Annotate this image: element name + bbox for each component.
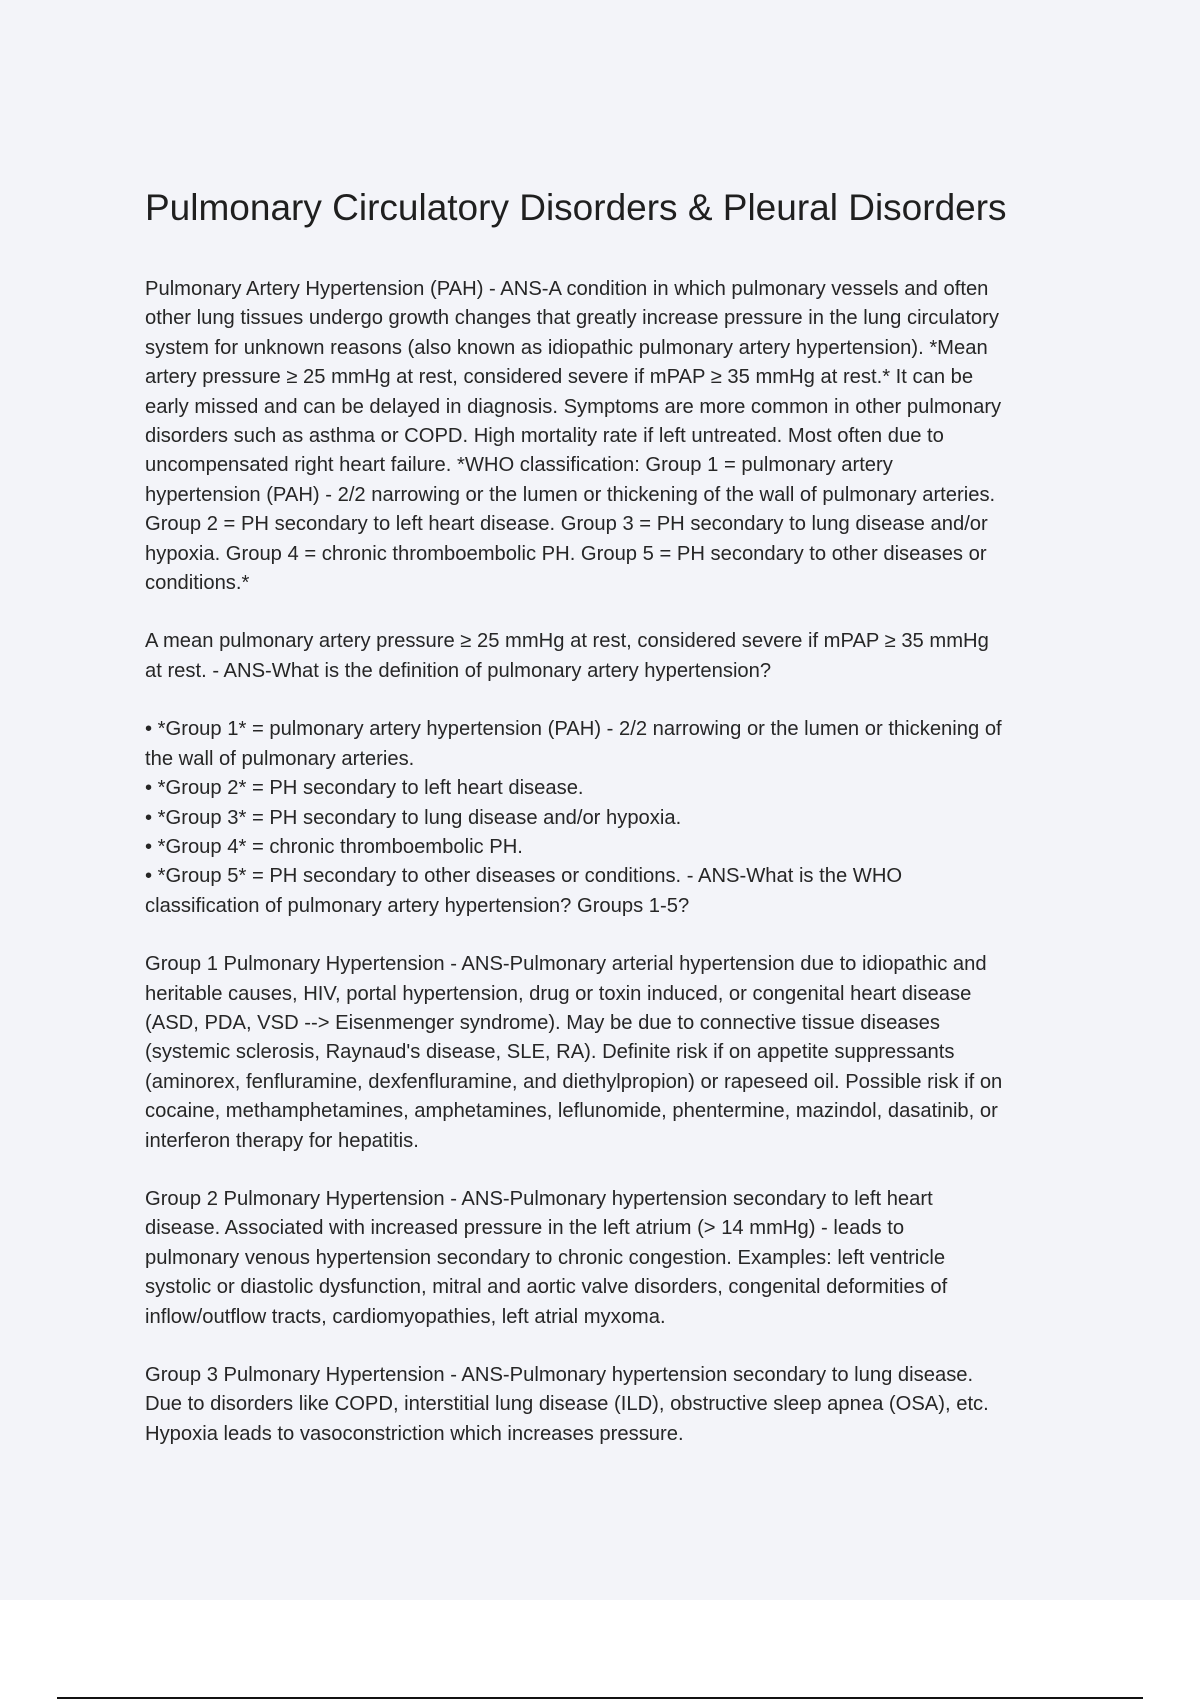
text-line: Group 2 Pulmonary Hypertension - ANS-Pulmonary hypertension secondary to left heart: [145, 1187, 933, 1210]
text-line: (systemic sclerosis, Raynaud's disease, SLE, RA). Definite risk if on appetite suppressants: [145, 1041, 955, 1064]
text-line: other lung tissues undergo growth changes that greatly increase pressure in the lung circulatory: [145, 307, 999, 330]
text-line: hypoxia. Group 4 = chronic thromboembolic PH. Group 5 = PH secondary to other diseases or: [145, 542, 987, 565]
text-line: A mean pulmonary artery pressure ≥ 25 mmHg at rest, considered severe if mPAP ≥ 35 mmHg: [145, 630, 989, 653]
text-line: interferon therapy for hepatitis.: [145, 1129, 419, 1152]
paragraph-group-2: [145, 1185, 1090, 1332]
text-line: cocaine, methamphetamines, amphetamines, leflunomide, phentermine, mazindol, dasatinib, or: [145, 1100, 998, 1123]
text-line: • *Group 3* = PH secondary to lung disease and/or hypoxia.: [145, 806, 682, 829]
text-line: pulmonary venous hypertension secondary to chronic congestion. Examples: left ventricle: [145, 1246, 946, 1269]
text-line: at rest. - ANS-What is the definition of pulmonary artery hypertension?: [145, 659, 772, 682]
text-line: Group 1 Pulmonary Hypertension - ANS-Pulmonary arterial hypertension due to idiopathic and: [145, 953, 987, 976]
text-line: uncompensated right heart failure. *WHO classification: Group 1 = pulmonary artery: [145, 454, 893, 477]
text-line: system for unknown reasons (also known as idiopathic pulmonary artery hypertension). *Mean: [145, 336, 988, 359]
text-line: • *Group 1* = pulmonary artery hypertension (PAH) - 2/2 narrowing or the lumen or thickening of: [145, 718, 1002, 741]
text-line: conditions.*: [145, 572, 250, 595]
text-line: (aminorex, fenfluramine, dexfenfluramine, and diethylpropion) or rapeseed oil. Possible risk if on: [145, 1070, 1003, 1093]
page-title: Pulmonary Circulatory Disorders & Pleural Disorders: [145, 187, 1007, 228]
text-line: Pulmonary Artery Hypertension (PAH) - ANS-A condition in which pulmonary vessels and often: [145, 278, 989, 300]
text-line: systolic or diastolic dysfunction, mitral and aortic valve disorders, congenital deformities of: [145, 1276, 948, 1299]
text-line: Due to disorders like COPD, interstitial lung disease (ILD), obstructive sleep apnea (OSA), etc.: [145, 1393, 989, 1416]
paragraph-pah-definition: [145, 275, 1090, 598]
paragraph-group-3: [145, 1361, 1090, 1449]
text-line: Group 3 Pulmonary Hypertension - ANS-Pulmonary hypertension secondary to lung disease.: [145, 1364, 974, 1386]
text-line: artery pressure ≥ 25 mmHg at rest, considered severe if mPAP ≥ 35 mmHg at rest.* It can be: [145, 366, 974, 389]
paragraph-mean-pressure: [145, 627, 1090, 686]
text-line: hypertension (PAH) - 2/2 narrowing or the lumen or thickening of the wall of pulmonary arteries.: [145, 483, 996, 506]
text-line: • *Group 5* = PH secondary to other diseases or conditions. - ANS-What is the WHO: [145, 865, 903, 888]
document-content: [145, 183, 1090, 1478]
text-line: early missed and can be delayed in diagnosis. Symptoms are more common in other pulmonary: [145, 395, 1002, 418]
page-divider: [57, 1697, 1143, 1699]
paragraph-who-groups: [145, 715, 1090, 921]
text-line: heritable causes, HIV, portal hypertension, drug or toxin induced, or congenital heart disease: [145, 982, 972, 1005]
text-line: • *Group 4* = chronic thromboembolic PH.: [145, 835, 523, 858]
paragraph-group-1: [145, 950, 1090, 1156]
text-line: Group 2 = PH secondary to left heart disease. Group 3 = PH secondary to lung disease and/or: [145, 513, 988, 536]
text-line: disorders such as asthma or COPD. High mortality rate if left untreated. Most often due to: [145, 425, 944, 448]
text-line: disease. Associated with increased pressure in the left atrium (> 14 mmHg) - leads to: [145, 1217, 905, 1240]
text-line: • *Group 2* = PH secondary to left heart disease.: [145, 777, 584, 800]
text-line: (ASD, PDA, VSD --> Eisenmenger syndrome). May be due to connective tissue diseases: [145, 1011, 940, 1034]
text-line: the wall of pulmonary arteries.: [145, 747, 415, 770]
text-line: Hypoxia leads to vasoconstriction which increases pressure.: [145, 1422, 684, 1445]
text-line: classification of pulmonary artery hypertension? Groups 1-5?: [145, 894, 690, 917]
text-line: inflow/outflow tracts, cardiomyopathies, left atrial myxoma.: [145, 1305, 666, 1328]
